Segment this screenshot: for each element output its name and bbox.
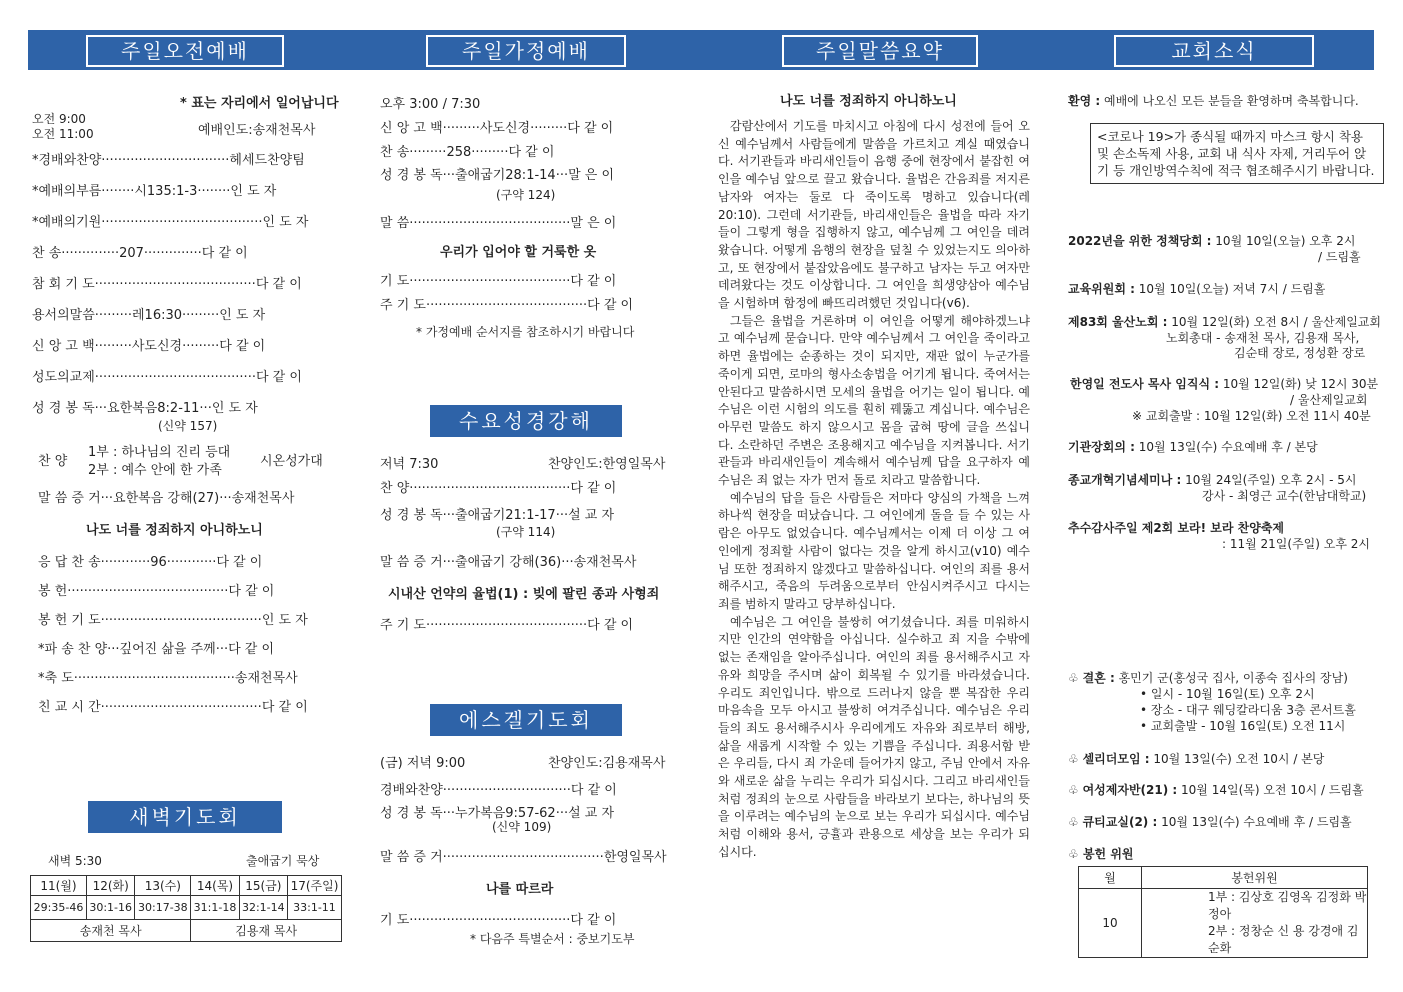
clover-icon: ♧ [1068,671,1079,685]
header-sermon-summary: 주일말씀요약 [782,35,978,67]
dawn-time: 새벽 5:30 [48,854,102,868]
dawn-ref-cell: 30:17-38 [135,896,191,920]
news-ulsan: 제83회 울산노회 : 10월 12일(화) 오전 8시 / 울산제일교회 [1068,315,1381,329]
dawn-ref-cell: 31:1-18 [191,896,239,920]
news-offering-committee: ♧ 봉헌 위원 [1068,847,1134,861]
dawn-ref-cell: 32:1-14 [239,896,287,920]
sermon-title: 나도 너를 정죄하지 아니하노니 [86,523,263,538]
sermon-summary-title: 나도 너를 정죄하지 아니하노니 [780,94,957,109]
family-order-row: 성 경 봉 독···출애굽기28:1-14···말 은 이 [380,168,615,183]
order-row-witness: 말 씀 증 거···요한복음 강해(27)···송재천목사 [38,491,295,506]
news-wedding: ♧ 결혼 : 홍민기 군(홍성국 집사, 이종숙 집사의 장남) [1068,671,1348,685]
dawn-pastor-2: 김용재 목사 [191,920,342,942]
news-wedding-departure: • 교회출발 - 10월 16일(토) 오전 11시 [1140,719,1346,733]
news-thanksgiving-date: : 11월 21일(주일) 오후 2시 [1222,537,1370,551]
header-wednesday: 수요성경강해 [430,405,622,437]
stand-note: * 표는 자리에서 일어납니다 [180,96,339,111]
morning-order-2-row: 봉 헌·······································다 같 이 [38,584,275,599]
sermon-body [718,118,1030,862]
clover-icon: ♧ [1068,815,1079,829]
wednesday-time: 저녁 7:30 [380,457,439,472]
wednesday-order-row: 찬 양·······································다 같 이 [380,481,617,496]
offering-second-service: 2부 : 정창순 신 용 강경애 김순화 [1208,924,1359,955]
news-ordination-departure: ※ 교회출발 : 10월 12일(화) 오전 11시 40분 [1132,409,1371,423]
header-morning-worship: 주일오전예배 [86,35,284,67]
dawn-book: 출애굽기 묵상 [246,854,320,868]
welcome-item: 환영 : 예배에 나오신 모든 분들을 환영하며 축복합니다. [1068,94,1359,108]
header-church-news: 교회소식 [1114,35,1314,67]
news-wedding-place: • 장소 - 대구 웨딩칼라디움 3층 콘서트홀 [1140,703,1356,717]
family-order-2-row: 기 도·······································다 같 이 [380,274,617,289]
news-reformation-speaker: 강사 - 최영근 교수(한남대학교) [1202,489,1367,503]
family-title: 우리가 입어야 할 거룩한 옷 [440,245,597,260]
news-women-disciples: ♧ 여성제자반(21) : 10월 14일(목) 오전 10시 / 드림홀 [1068,783,1364,797]
ezekiel-witness-row: 말 씀 증 거·······································한영일목사 [380,850,667,865]
worship-leader: 예배인도:송재천목사 [198,123,316,138]
family-order-2-row: 주 기 도·······································다 같 이 [380,298,634,313]
sermon-paragraph: 감람산에서 기도를 마치시고 아침에 다시 성전에 들어 오신 예수님께서 사람들에게 말씀을 가르치고 계실 때였습니다. 서기관들과 바리새인들이 음행 중에 현장에서 붙잡힌 여인을 예수님 앞으로 끌고 왔습니다. 율법은 간음죄를 저지른 남자와 여자는 둘로 다 죽이도록 명하고 있습니다(레20:10). 그런데 서기관들, 바리새인들은 율법을 따라 자기들이 그렇게 형을 집행하지 않고, 예수님께 그 여인을 데려왔습니다. 어떻게 음행의 현장을 덮칠 수 있었는지도 의아하고, 또 현장에서 붙잡았음에도 불구하고 남자는 두고 여자만 데려왔다는 것도 이상합니다. 그 여인을 희생양삼아 예수님을 시험하며 함정에 빠뜨리려했던 것입니다(v6). [718,119,1030,311]
ezekiel-order-row: 경배와찬양·······························다 같 이 [380,783,617,798]
header-dawn-prayer: 새벽기도회 [88,801,282,833]
news-ulsan-elders: 김순태 장로, 정성환 장로 [1234,346,1366,360]
dawn-day-cell: 17(주일) [287,876,341,896]
morning-order-row: 찬 송··············207··············다 같 이 [32,246,248,261]
news-qt-class: ♧ 큐티교실(2) : 10월 13일(수) 수요예배 후 / 드림홀 [1068,815,1352,829]
sermon-paragraph: 예수님은 그 여인을 불쌍히 여기셨습니다. 죄를 미워하시지만 인간의 연약함을 아십니다. 실수하고 죄 지을 수밖에 없는 존재임을 알아주십니다. 여인의 죄를 용서해주시고 자유와 희망을 주시며 삶이 회복될 수 있기를 바라셨습니다. 우리도 죄인입니다. 밖으로 드러나지 않을 뿐 복잡한 우리 마음속을 모두 아시고 불쌍히 여겨주십니다. 예수님은 우리들의 죄도 용서해주시사 우리에게도 자유와 죄로부터 해방, 삶을 새롭게 시작할 수 있는 기쁨을 주십니다. 죄용서함 받은 우리들, 다시 죄 가운데 들어가지 않고, 주님 안에서 자유와 새로운 삶을 누리는 우리가 되십시다. 그리고 바리새인들처럼 정죄의 눈으로 사람들을 바라보기 보다는, 하나님의 뜻을 이루려는 예수님의 눈으로 보는 우리가 되십시다. 예수님처럼 이해와 용서, 긍휼과 관용으로 세상을 보는 우리가 되십시다. [718,614,1030,859]
wednesday-leader: 찬양인도:한영일목사 [548,457,666,472]
morning-order-row: 성 경 봉 독···요한복음8:2-11···인 도 자 [32,401,258,416]
dawn-day-cell: 12(화) [87,876,135,896]
header-ezekiel: 에스겔기도회 [430,704,622,736]
scripture-page-note: (신약 157) [158,419,218,433]
ezekiel-ref-note: (신약 109) [492,820,552,834]
wednesday-prayer-row: 주 기 도·······································다 같 이 [380,618,634,633]
morning-order-row: *예배의기원·······································인 도 자 [32,215,309,230]
news-ordination: 한영일 전도사 목사 임직식 : 10월 12일(화) 낮 12시 30분 [1070,377,1379,391]
clover-icon: ♧ [1068,847,1079,861]
ezekiel-time: (금) 저녁 9:00 [380,756,466,771]
news-policy-place: / 드림홀 [1318,250,1361,264]
morning-order-2-row: *파 송 찬 양···깊어진 삶을 주께···다 같 이 [38,642,275,657]
ezekiel-next-note: * 다음주 특별순서 : 중보기도부 [470,932,635,946]
morning-order-row: 신 앙 고 백·········사도신경·········다 같 이 [32,339,266,354]
dawn-day-cell: 13(수) [135,876,191,896]
offering-table [1078,866,1368,958]
covid-notice: <코로나 19>가 종식될 때까지 마스크 항시 착용 및 손소독제 사용, 교회 내 식사 자제, 거리두어 앉기 등 개인방역수칙에 적극 협조해주시기 바랍니다. [1090,123,1384,184]
wednesday-ref-note: (구약 114) [496,525,556,539]
news-education: 교육위원회 : 10월 10일(오늘) 저녁 7시 / 드림홀 [1068,282,1326,296]
morning-order-row: *예배의부름········시135:1-3········인 도 자 [32,184,277,199]
news-wedding-time: • 일시 - 10월 16일(토) 오후 2시 [1140,687,1315,701]
wednesday-witness-row: 말 씀 증 거···출애굽기 강해(36)···송재천목사 [380,555,637,570]
choir-name: 시온성가대 [260,454,323,469]
dawn-ref-cell: 30:1-16 [87,896,135,920]
wednesday-title: 시내산 언약의 율법(1) : 빚에 팔린 종과 사형죄 [388,587,660,602]
sermon-paragraph: 그들은 율법을 거론하며 이 여인을 어떻게 해야하겠느냐고 예수님께 묻습니다. 만약 예수님께서 그 여인을 죽이라고 하면 율법에는 순종하는 것이 되지만, 재판 없이 누군가를 죽이게 되면, 로마의 형사소송법을 어기게 됩니다. 죽여서는 안된다고 말씀하시면 모세의 율법을 어기는 일이 됩니다. 예수님은 이런 시험의 의도를 훤히 꿰뚫고 계십니다. 예수님은 아무런 말씀도 하지 않으시고 몸을 굽혀 땅에 글을 쓰십니다. 소란하던 주변은 조용해지고 예수님을 지켜봅니다. 서기관들과 바리새인들이 계속해서 예수님께 답을 요구하자 예수님은 죄 없는 자가 먼저 돌로 치라고 말씀합니다. [718,313,1030,488]
morning-order-row: 용서의말씀·········레16:30·········인 도 자 [32,308,266,323]
morning-order-2-row: 친 교 시 간·······································다 같 이 [38,700,308,715]
morning-order-row: 참 회 기 도·······································다 같 이 [32,277,302,292]
offering-first-service: 1부 : 김상호 김영옥 김정화 박정아 [1208,890,1367,921]
ezekiel-order-row: 성 경 봉 독···누가복음9:57-62···설 교 자 [380,806,615,821]
anthem-second-service: 2부 : 예수 안에 한 가족 [88,463,222,478]
ezekiel-prayer-row: 기 도·······································다 같 이 [380,913,617,928]
news-reformation: 종교개혁기념세미나 : 10월 24일(주일) 오후 2시 - 5시 [1068,473,1357,487]
dawn-day-cell: 15(금) [239,876,287,896]
morning-order-2-row: 봉 헌 기 도·······································인 도 자 [38,613,308,628]
dawn-ref-cell: 29:35-46 [31,896,87,920]
dawn-day-cell: 14(목) [191,876,239,896]
news-cell-leaders: ♧ 셀리더모임 : 10월 13일(수) 오전 10시 / 본당 [1068,752,1325,766]
offering-month: 10 [1079,889,1142,958]
news-leaders-meeting: 기관장회의 : 10월 13일(수) 수요예배 후 / 본당 [1068,440,1318,454]
family-order-row: 신 앙 고 백·········사도신경·········다 같 이 [380,121,614,136]
morning-order-row: 성도의교제·······································다 같 이 [32,370,302,385]
ezekiel-leader: 찬양인도:김용재목사 [548,756,666,771]
wednesday-order-row: 성 경 봉 독···출애굽기21:1-17···설 교 자 [380,508,615,523]
morning-order-2-row: *축 도·······································송재천목사 [38,671,298,686]
dawn-pastor-1: 송재천 목사 [31,920,191,942]
family-order-row: 찬 송·········258·········다 같 이 [380,144,555,160]
news-policy: 2022년을 위한 정책당회 : 10월 10일(오늘) 오후 2시 [1068,234,1356,248]
morning-order-row: *경배와찬양·······························헤세드찬양팀 [32,153,305,168]
morning-time-2: 오전 11:00 [32,127,94,141]
anthem-first-service: 1부 : 하나님의 진리 등대 [88,445,231,460]
news-ordination-place: / 울산제일교회 [1290,393,1368,407]
morning-order-2-row: 응 답 찬 송············96············다 같 이 [38,555,263,570]
family-word-row: 말 씀·······································말 은 이 [380,216,617,231]
offering-col-members: 봉헌위원 [1142,867,1368,889]
offering-col-month: 월 [1079,867,1142,889]
dawn-schedule-table [30,875,342,942]
family-time: 오후 3:00 / 7:30 [380,97,481,112]
anthem-label: 찬 양 [38,454,68,469]
ezekiel-title: 나를 따르라 [486,882,554,897]
news-thanksgiving: 추수감사주일 제2회 보라! 보라 찬양축제 [1068,521,1285,535]
sermon-paragraph: 예수님의 답을 들은 사람들은 저마다 양심의 가책을 느껴 하나씩 현장을 떠났습니다. 그 여인에게 돌을 들 수 있는 사람은 아무도 없었습니다. 예수님께서는 이제 더 이상 그 여인에게 정죄할 사람이 없다는 것을 알게 하시고(v10) 예수님 또한 정죄하지 않겠다고 말씀하십니다. 여인의 죄를 용서해주시고, 죽음의 두려움으로부터 안심시켜주시고 다시는 죄를 범하지 말라고 당부하십니다. [718,490,1030,611]
header-family-worship: 주일가정예배 [426,35,626,67]
clover-icon: ♧ [1068,783,1079,797]
family-note: * 가정예배 순서지를 참조하시기 바랍니다 [416,325,635,339]
dawn-ref-cell: 33:1-11 [287,896,341,920]
family-ref-note: (구약 124) [496,188,556,202]
news-ulsan-delegates: 노회총대 - 송재천 목사, 김용재 목사, [1166,331,1360,345]
dawn-day-cell: 11(월) [31,876,87,896]
clover-icon: ♧ [1068,752,1079,766]
morning-time-1: 오전 9:00 [32,112,86,126]
